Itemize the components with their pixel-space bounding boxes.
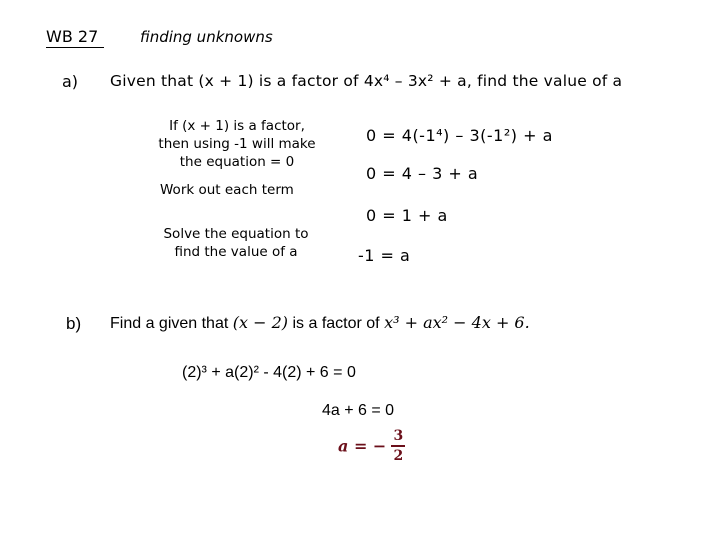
answer-denominator: 2 — [393, 447, 404, 464]
part-b-working-1: (2)³ + a(2)² - 4(2) + 6 = 0 — [182, 364, 356, 381]
working-line-2: 0 = 4 – 3 + a — [366, 164, 479, 183]
part-a-label: a) — [62, 72, 79, 91]
hint-solve: Solve the equation to find the value of a — [163, 226, 309, 260]
answer-fraction — [391, 428, 405, 464]
working-line-1: 0 = 4(-1⁴) – 3(-1²) + a — [366, 126, 553, 145]
working-line-3: 0 = 1 + a — [366, 206, 448, 225]
question-prefix: Find a given that — [110, 315, 229, 332]
question-mid: is a factor of — [292, 315, 380, 332]
working-line-4: -1 = a — [358, 246, 411, 265]
answer-lhs: a = − — [338, 436, 387, 456]
hint-factor: If (x + 1) is a factor, then using -1 will make the equation = 0 — [158, 118, 316, 170]
part-b-label: b) — [66, 314, 82, 333]
part-a-question: Given that (x + 1) is a factor of 4x⁴ – 3x² + a, find the value of a — [110, 72, 623, 90]
part-b-answer — [338, 428, 405, 464]
hint-each-term: Work out each term — [160, 182, 294, 198]
part-b-question — [110, 313, 530, 333]
answer-numerator: 3 — [393, 428, 404, 444]
fraction-bar — [391, 445, 405, 447]
worksheet-label: WB 27 — [46, 27, 99, 46]
polynomial-expression: x³ + ax² − 4x + 6. — [384, 313, 530, 332]
factor-expression: (x − 2) — [232, 313, 289, 332]
topic-title: finding unknowns — [140, 28, 273, 46]
worksheet-underline — [46, 47, 104, 48]
part-b-working-2: 4a + 6 = 0 — [322, 402, 395, 419]
